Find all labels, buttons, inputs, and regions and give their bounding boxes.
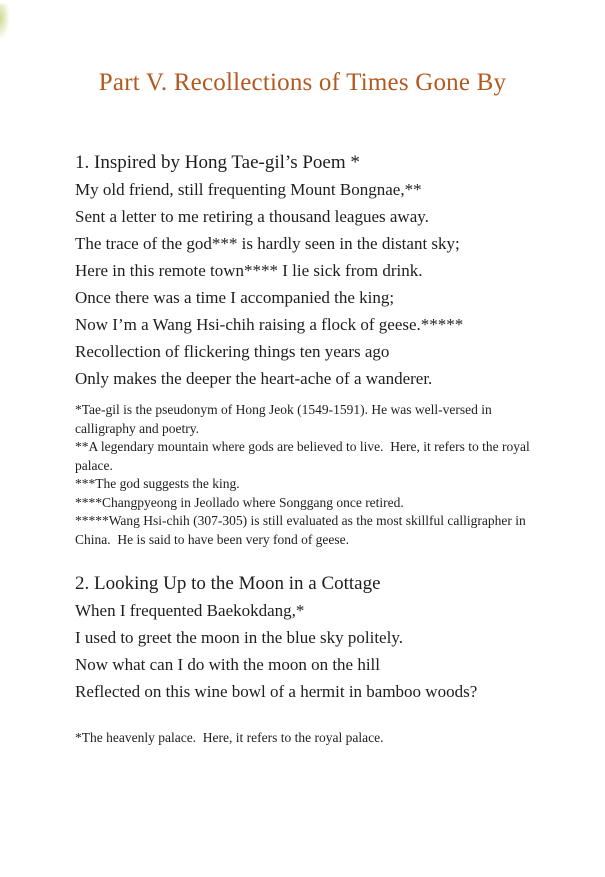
poem-1-line-4: Here in this remote town**** I lie sick from drink.	[75, 261, 423, 280]
poem-2-footnotes	[75, 729, 555, 748]
poem-1-line-2: Sent a letter to me retiring a thousand leagues away.	[75, 207, 429, 226]
poem-2-line-4: Reflected on this wine bowl of a hermit in bamboo woods?	[75, 682, 478, 701]
footnote: ***The god suggests the king.	[75, 476, 240, 491]
poem-2-line-1: When I frequented Baekokdang,*	[75, 601, 305, 620]
leaf-smudge-decoration	[0, 4, 9, 38]
footnote: *The heavenly palace. Here, it refers to the royal palace.	[75, 730, 384, 745]
page-title: Part V. Recollections of Times Gone By	[98, 69, 507, 96]
footnote: *****Wang Hsi-chih (307-305) is still evaluated as the most skillful calligrapher in China. He is said to have been very fond of geese.	[75, 513, 530, 547]
poem-section-2	[75, 570, 555, 748]
poem-2-line-2: I used to greet the moon in the blue sky politely.	[75, 628, 403, 647]
poem-1-heading: 1. Inspired by Hong Tae-gil’s Poem *	[75, 152, 360, 173]
poem-2-heading: 2. Looking Up to the Moon in a Cottage	[75, 573, 381, 594]
poem-1-line-8: Only makes the deeper the heart-ache of a wanderer.	[75, 369, 433, 388]
poem-1-footnotes	[75, 401, 555, 549]
poem-1-line-1: My old friend, still frequenting Mount Bongnae,**	[75, 180, 422, 199]
poem-1-line-3: The trace of the god*** is hardly seen in the distant sky;	[75, 234, 460, 253]
footnote: ****Changpyeong in Jeollado where Songgang once retired.	[75, 494, 404, 510]
poem-2-line-3: Now what can I do with the moon on the hill	[75, 655, 381, 674]
poem-1-line-6: Now I’m a Wang Hsi-chih raising a flock of geese.*****	[75, 315, 464, 334]
footnote: **A legendary mountain where gods are believed to live. Here, it refers to the royal palace.	[75, 439, 534, 473]
poem-1-line-5: Once there was a time I accompanied the king;	[75, 288, 395, 307]
footnote: *Tae-gil is the pseudonym of Hong Jeok (1549-1591). He was well-versed in calligraphy and poetry.	[75, 402, 496, 436]
poem-1-line-7: Recollection of flickering things ten years ago	[75, 342, 390, 361]
poem-section-1	[75, 149, 555, 549]
